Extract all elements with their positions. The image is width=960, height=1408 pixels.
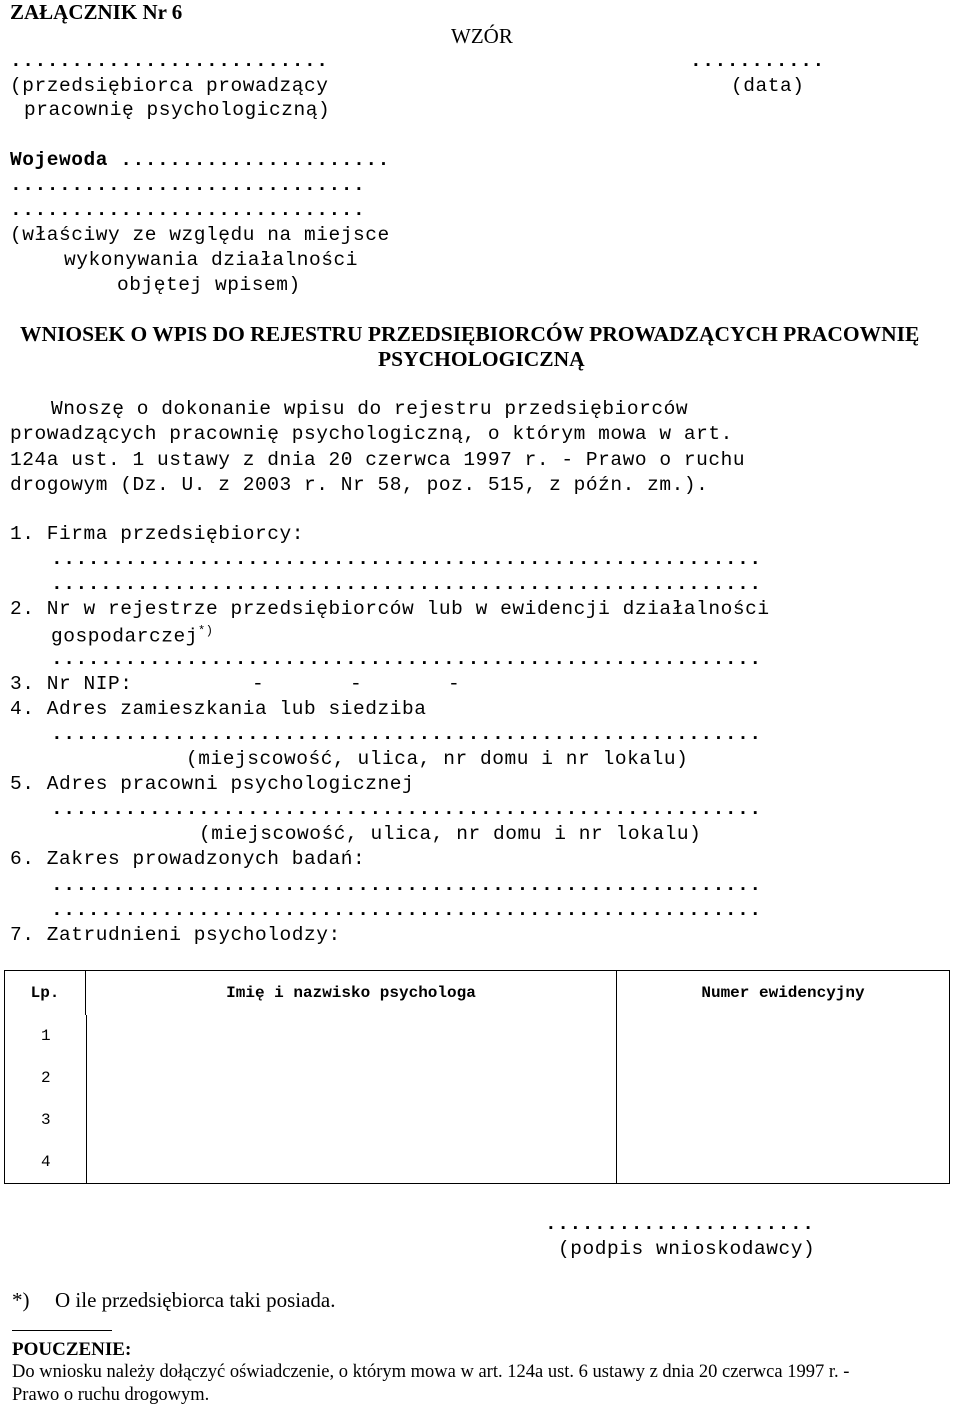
notice-text-2: Prawo o ruchu drogowym. (12, 1385, 210, 1405)
voivode-note: wykonywania działalności (64, 249, 359, 271)
fill-line: .......................................................... (51, 798, 762, 820)
row-number: 4 (41, 1153, 51, 1171)
fill-line: .......................................................... (51, 723, 762, 745)
entrepreneur-label: (przedsiębiorca prowadzący (10, 75, 329, 97)
item-register-number-2: gospodarczej*) (51, 624, 214, 648)
column-header-lp: Lp. (5, 971, 86, 1015)
address-hint: (miejscowość, ulica, nr domu i nr lokalu) (199, 823, 702, 845)
entrepreneur-label-2: pracownię psychologiczną) (24, 99, 331, 121)
table-header-row (5, 971, 949, 1015)
voivode-dots: ............................. (10, 199, 366, 221)
table-row (5, 1015, 949, 1057)
fill-line: .......................................................... (51, 899, 762, 921)
voivode-dots: ............................. (10, 174, 366, 196)
name-cell (86, 1099, 617, 1141)
footnote-text: O ile przedsiębiorca taki posiada. (55, 1288, 336, 1312)
item-company: 1. Firma przedsiębiorcy: (10, 523, 305, 545)
item-scope: 6. Zakres prowadzonych badań: (10, 848, 366, 870)
date-label: (data) (731, 75, 805, 97)
voivode-label: Wojewoda ...................... (10, 149, 390, 171)
signature-dots: ...................... (545, 1213, 815, 1235)
number-cell (617, 1141, 949, 1183)
row-number: 2 (41, 1069, 51, 1087)
voivode-note: (właściwy ze względu na miejsce (10, 224, 390, 246)
annex-label: ZAŁĄCZNIK Nr 6 (10, 0, 183, 24)
item-register-number: 2. Nr w rejestrze przedsiębiorców lub w ewidencji działalności (10, 598, 770, 620)
name-cell (86, 1015, 617, 1057)
number-cell (617, 1099, 949, 1141)
column-header-name: Imię i nazwisko psychologa (86, 971, 617, 1015)
divider (12, 1330, 112, 1331)
table-row (5, 1057, 949, 1099)
item-psychologists: 7. Zatrudnieni psycholodzy: (10, 924, 341, 946)
row-number: 3 (41, 1111, 51, 1129)
entrepreneur-dots: .......................... (10, 50, 329, 72)
address-hint: (miejscowość, ulica, nr domu i nr lokalu) (186, 748, 689, 770)
footnote-ref: *) (198, 624, 214, 638)
nip-dashes: - - - (252, 673, 461, 695)
table-row (5, 1099, 949, 1141)
fill-line: .......................................................... (51, 573, 762, 595)
name-cell (86, 1141, 617, 1183)
date-dots: ........... (690, 50, 825, 72)
item-nip: 3. Nr NIP: (10, 673, 133, 695)
name-cell (86, 1057, 617, 1099)
item-residence-address: 4. Adres zamieszkania lub siedziba (10, 698, 427, 720)
intro-text: 124a ust. 1 ustawy z dnia 20 czerwca 1997 r. - Prawo o ruchu (10, 449, 746, 471)
table-row (5, 1141, 949, 1183)
fill-line: .......................................................... (51, 648, 762, 670)
fill-line: .......................................................... (51, 548, 762, 570)
intro-text: prowadzących pracownię psychologiczną, o którym mowa w art. (10, 423, 733, 445)
notice-text: Do wniosku należy dołączyć oświadczenie, o którym mowa w art. 124a ust. 6 ustawy z dnia 20 czerwca 1997 r. - (12, 1362, 850, 1382)
document-title: WNIOSEK O WPIS DO REJESTRU PRZEDSIĘBIORCÓW PROWADZĄCYCH PRACOWNIĘ (20, 322, 920, 346)
signature-label: (podpis wnioskodawcy) (558, 1238, 816, 1260)
notice-title: POUCZENIE: (12, 1339, 132, 1360)
fill-line: .......................................................... (51, 874, 762, 896)
item-lab-address: 5. Adres pracowni psychologicznej (10, 773, 415, 795)
intro-text: Wnoszę o dokonanie wpisu do rejestru przedsiębiorców (51, 398, 689, 420)
voivode-note: objętej wpisem) (117, 274, 301, 296)
template-label: WZÓR (451, 24, 513, 48)
document-title-2: PSYCHOLOGICZNĄ (378, 347, 585, 371)
intro-text: drogowym (Dz. U. z 2003 r. Nr 58, poz. 515, z późn. zm.). (10, 474, 709, 496)
number-cell (617, 1015, 949, 1057)
psychologists-table (4, 970, 950, 1184)
footnote-mark: *) (12, 1288, 30, 1312)
row-number: 1 (41, 1027, 51, 1045)
number-cell (617, 1057, 949, 1099)
column-header-number: Numer ewidencyjny (701, 984, 865, 1002)
